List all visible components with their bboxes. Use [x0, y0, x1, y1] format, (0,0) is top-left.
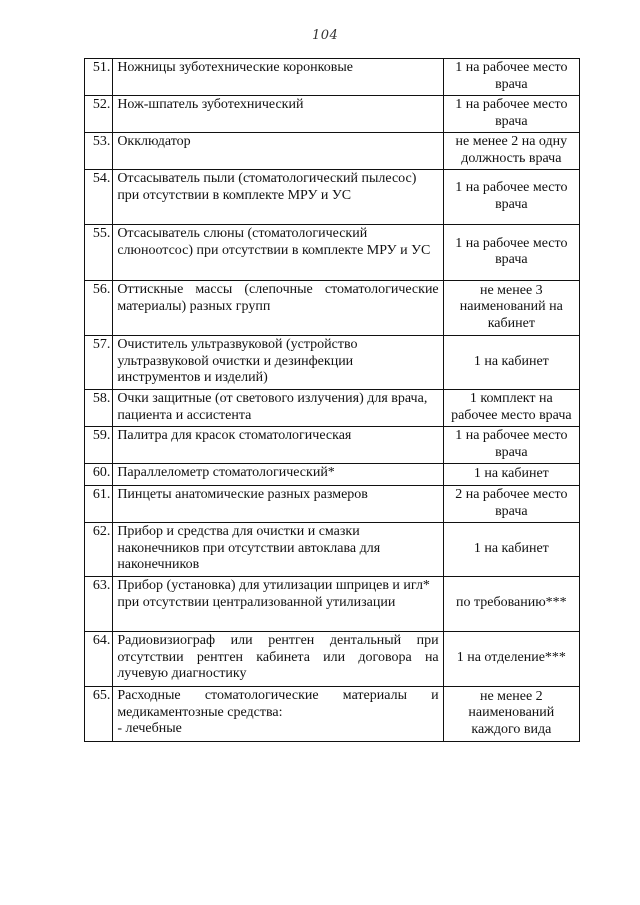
- equipment-table: [84, 58, 580, 742]
- row-number: 51.: [85, 59, 113, 96]
- item-quantity: 1 на рабочее место врача: [443, 225, 579, 281]
- item-name: Пинцеты анатомические разных размеров: [113, 486, 443, 523]
- row-number: 52.: [85, 96, 113, 133]
- item-name: Параллелометр стоматологический*: [113, 464, 443, 486]
- item-quantity: 2 на рабочее место врача: [443, 486, 579, 523]
- table-row: [85, 577, 580, 632]
- table-row: [85, 336, 580, 390]
- row-number: 61.: [85, 486, 113, 523]
- row-number: 55.: [85, 225, 113, 281]
- item-quantity: 1 на кабинет: [443, 464, 579, 486]
- row-number: 57.: [85, 336, 113, 390]
- item-name: Отсасыватель пыли (стоматологический пылесос) при отсутствии в комплекте МРУ и УС: [113, 170, 443, 225]
- item-name: Радиовизиограф или рентген дентальный при отсутствии рентген кабинета или договора на лучевую диагностику: [113, 632, 443, 687]
- row-number: 63.: [85, 577, 113, 632]
- item-name: Прибор (установка) для утилизации шприцев и игл* при отсутствии централизованной утилизации: [113, 577, 443, 632]
- item-name-cell: [113, 687, 443, 742]
- item-quantity: 1 на отделение***: [443, 632, 579, 687]
- row-number: 56.: [85, 281, 113, 336]
- item-name: Оттискные массы (слепочные стоматологические материалы) разных групп: [113, 281, 443, 336]
- row-number: 54.: [85, 170, 113, 225]
- item-quantity: 1 на кабинет: [443, 336, 579, 390]
- row-number: 62.: [85, 523, 113, 577]
- item-name: Прибор и средства для очистки и смазки наконечников при отсутствии автоклава для наконечников: [113, 523, 443, 577]
- item-quantity: 1 на рабочее место врача: [443, 96, 579, 133]
- item-name: Очиститель ультразвуковой (устройство ультразвуковой очистки и дезинфекции инструментов и изделий): [113, 336, 443, 390]
- row-number: 53.: [85, 133, 113, 170]
- row-number: 58.: [85, 390, 113, 427]
- item-name: Палитра для красок стоматологическая: [113, 427, 443, 464]
- table-row: [85, 390, 580, 427]
- item-name: Окклюдатор: [113, 133, 443, 170]
- item-name-subitem: - лечебные: [117, 721, 182, 736]
- item-quantity: не менее 3 наименований на кабинет: [443, 281, 579, 336]
- table-row: [85, 59, 580, 96]
- table-row: [85, 687, 580, 742]
- item-quantity: 1 на рабочее место врача: [443, 170, 579, 225]
- item-quantity: 1 комплект на рабочее место врача: [443, 390, 579, 427]
- item-quantity: по требованию***: [443, 577, 579, 632]
- row-number: 65.: [85, 687, 113, 742]
- table-row: [85, 632, 580, 687]
- table-row: [85, 281, 580, 336]
- table-row: [85, 464, 580, 486]
- row-number: 64.: [85, 632, 113, 687]
- item-quantity: 1 на рабочее место врача: [443, 427, 579, 464]
- table-row: [85, 523, 580, 577]
- item-quantity: не менее 2 наименований каждого вида: [443, 687, 579, 742]
- item-quantity: не менее 2 на одну должность врача: [443, 133, 579, 170]
- item-name: Очки защитные (от светового излучения) для врача, пациента и ассистента: [113, 390, 443, 427]
- table-row: [85, 133, 580, 170]
- table-row: [85, 170, 580, 225]
- item-name: Расходные стоматологические материалы и медикаментозные средства:: [117, 688, 439, 720]
- item-quantity: 1 на рабочее место врача: [443, 59, 579, 96]
- table-row: [85, 96, 580, 133]
- item-name: Ножницы зуботехнические коронковые: [113, 59, 443, 96]
- item-name: Отсасыватель слюны (стоматологический слюноотсос) при отсутствии в комплекте МРУ и УС: [113, 225, 443, 281]
- row-number: 59.: [85, 427, 113, 464]
- page-number: 104: [312, 28, 339, 43]
- item-name: Нож-шпатель зуботехнический: [113, 96, 443, 133]
- table-row: [85, 486, 580, 523]
- table-row: [85, 225, 580, 281]
- item-quantity: 1 на кабинет: [443, 523, 579, 577]
- row-number: 60.: [85, 464, 113, 486]
- table-row: [85, 427, 580, 464]
